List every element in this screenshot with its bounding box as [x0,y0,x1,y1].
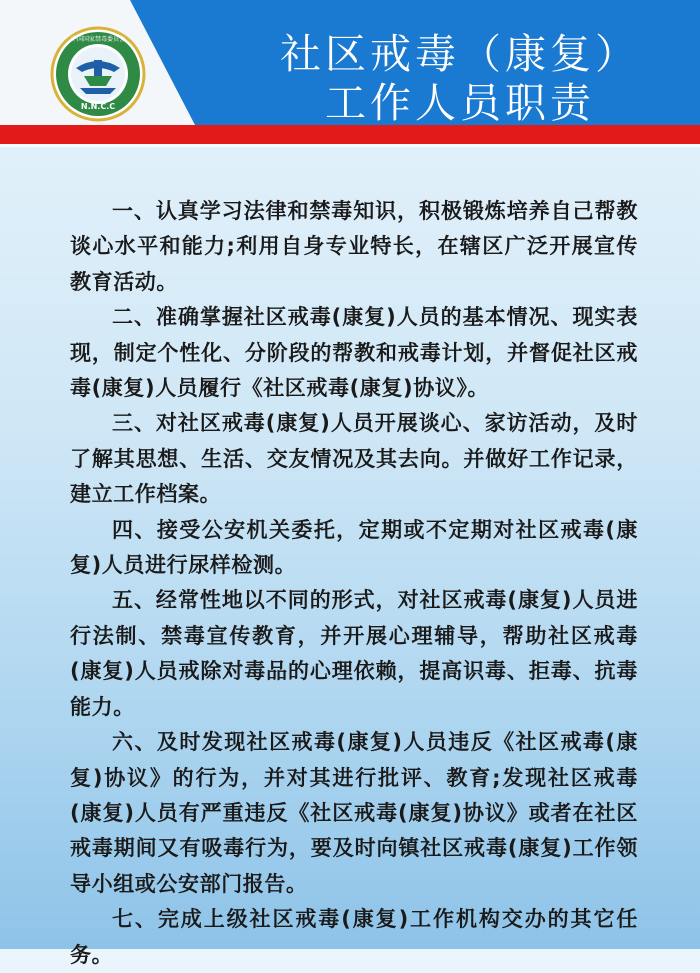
duty-item-6: 六、及时发现社区戒毒(康复)人员违反《社区戒毒(康复)协议》的行为，并对其进行批评、教育;发现社区戒毒(康复)人员有严重违反《社区戒毒(康复)协议》或者在社区戒毒期间又有吸毒行为，要及时向镇社区戒毒(康复)工作领导小组或公安部门报告。 [70,730,638,896]
svg-text:N.N.C.C: N.N.C.C [80,102,116,111]
duties-list [70,194,638,973]
svg-text:中国国家禁毒委员会: 中国国家禁毒委员会 [70,36,126,43]
header-banner [0,0,700,150]
duty-item-2: 二、准确掌握社区戒毒(康复)人员的基本情况、现实表现，制定个性化、分阶段的帮教和戒毒计划，并督促社区戒毒(康复)人员履行《社区戒毒(康复)协议》。 [70,305,638,401]
duty-item-4: 四、接受公安机关委托，定期或不定期对社区戒毒(康复)人员进行尿样检测。 [70,517,638,578]
duty-item-3: 三、对社区戒毒(康复)人员开展谈心、家访活动，及时了解其思想、生活、交友情况及其去向。并做好工作记录，建立工作档案。 [70,411,638,507]
duty-item-1: 一、认真学习法律和禁毒知识，积极锻炼培养自己帮教谈心水平和能力;利用自身专业特长，在辖区广泛开展宣传 教育活动。 [70,199,638,294]
page-title-line2: 工作人员职责 [325,79,595,127]
page-title-line1: 社区戒毒（康复） [280,30,640,78]
narcotics-control-emblem-icon [50,26,146,122]
duty-item-7: 七、完成上级社区戒毒(康复)工作机构交办的其它任务。 [70,907,638,967]
duty-item-5: 五、经常性地以不同的形式，对社区戒毒(康复)人员进行法制、禁毒宣传教育，并开展心理辅导，帮助社区戒毒(康复)人员戒除对毒品的心理依赖，提高识毒、拒毒、抗毒能力。 [70,588,638,719]
